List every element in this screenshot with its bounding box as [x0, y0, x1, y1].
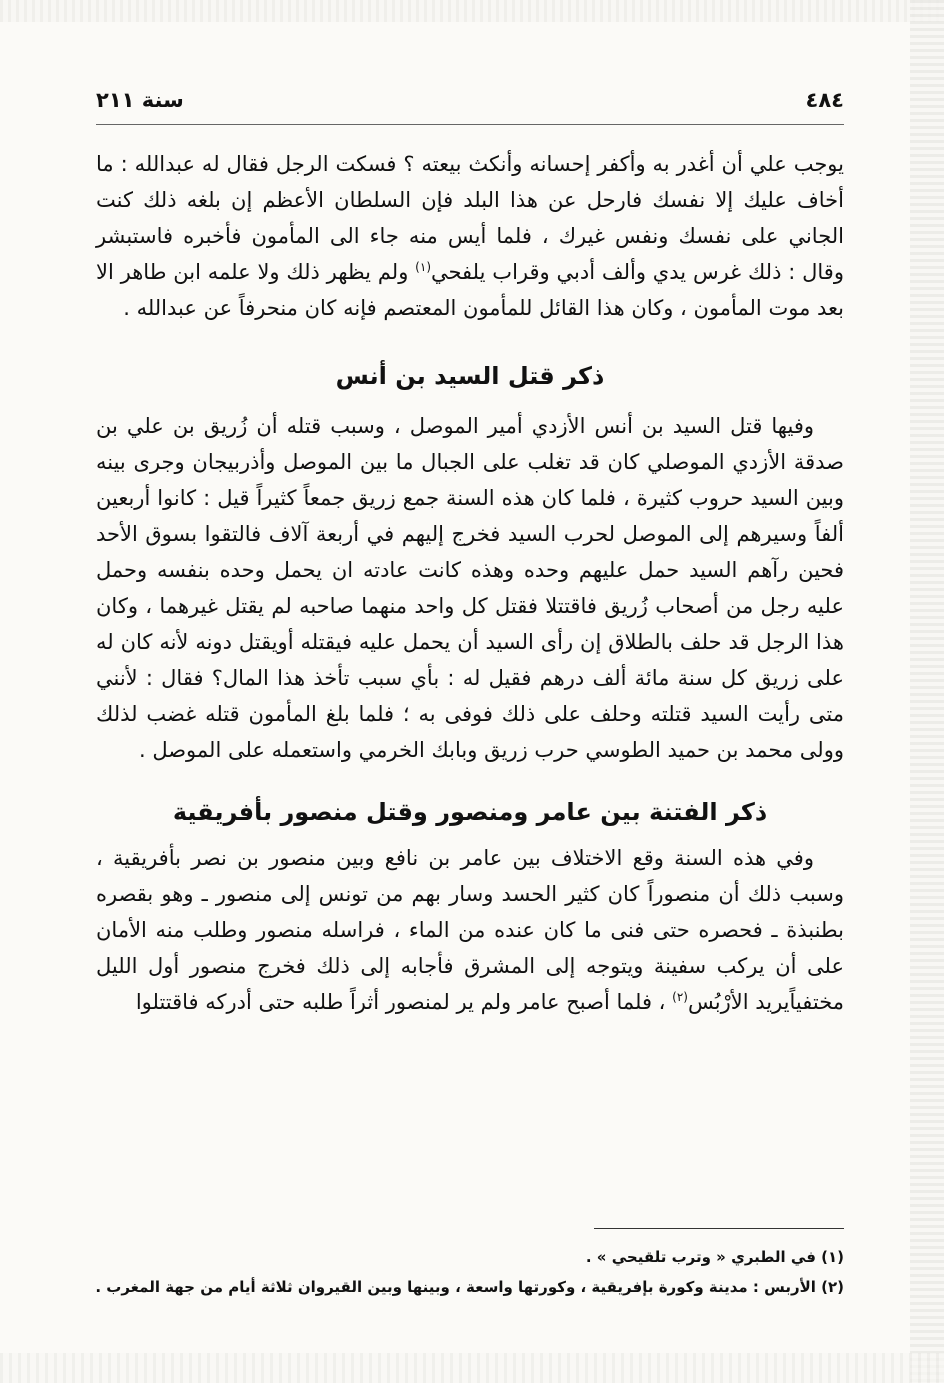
- section-title-fitna: ذكر الفتنة بين عامر ومنصور وقتل منصور بأفريقية: [172, 798, 768, 826]
- section-paragraph-sayyid: وفيها قتل السيد بن أنس الأزدي أمير الموصل ، وسبب قتله أن زُريق بن علي بن صدقة الأزدي الموصلي كان قد تغلب على الجبال ما بين الموصل وأذربيجان وجرى بينه وبين السيد حروب كثيرة ، فلما كان هذه السنة جمع زريق جمعاً كثيراً قيل : كانوا أربعين ألفاً وسيرهم إلى الموصل لحرب السيد فخرج إليهم في أربعة آلاف فالتقوا بسوق الأحد فحين رآهم السيد حمل عليهم وحده وهذه كانت عادته ان يحمل وحده بنفسه وحمل عليه رجل من أصحاب زُريق فاقتتلا فقتل كل واحد منهما صاحبه لم يقتل غيرهما ، وكان هذا الرجل قد حلف بالطلاق إن رأى السيد أن يحمل عليه فيقتله أويقتل دونه لأنه كان له على زريق كل سنة مائة ألف درهم فقيل له : بأي سبب تأخذ هذا المال؟ فقال : لأنني متى رأيت السيد قتلته وحلف على ذلك فوفى به ؛ فلما بلغ المأمون قتله غضب لذلك وولى محمد بن حميد الطوسي حرب زريق وبابك الخرمي واستعمله على الموصل .: [96, 414, 844, 762]
- fitna-text: وفي هذه السنة وقع الاختلاف بين عامر بن نافع وبين منصور بن نصر بأفريقية ، وسبب ذلك أن منصوراً كان كثير الحسد وسار بهم من تونس إلى منصور ـ وهو بقصره بطنبذة ـ فحصره حتى فنى ما كان عنده من الماء ، فراسله منصور وطلب منه الأمان على أن يركب سفينة ويتوجه إلى المشرق فأجابه إلى ذلك فخرج منصور أول الليل مختفياًيريد الأرْبُس: [96, 846, 844, 1014]
- intro-text: يوجب علي أن أغدر به وأكفر إحسانه وأنكث بيعته ؟ فسكت الرجل فقال له عبدالله : ما أخاف عليك إلا نفسك فارحل عن هذا البلد فإن السلطان الأعظم إن بلغه ذلك كنت الجاني على نفسك ونفس غيرك ، فلما أيس منه جاء الى المأمون فأخبره فاستبشر وقال : ذلك غرس يدي وألف أدبي وقراب يلفحي: [96, 152, 844, 284]
- intro-text-end: ولم يظهر ذلك ولا علمه ابن طاهر الا بعد موت المأمون ، وكان هذا القائل للمأمون المعتصم فإنه كان منحرفاً عن عبدالله .: [96, 260, 844, 320]
- main-text: [96, 146, 844, 1020]
- running-year: سنة ٢١١: [96, 88, 184, 112]
- running-header: [96, 88, 844, 124]
- footnote-rule: [594, 1228, 844, 1229]
- footnote-ref-1: (١): [415, 260, 431, 274]
- header-rule: [96, 124, 844, 125]
- scan-edge-right: [910, 0, 944, 1383]
- intro-paragraph: [96, 146, 844, 326]
- fitna-text-end: ، فلما أصبح عامر ولم ير لمنصور أثراً طلبه حتى أدركه فاقتتلوا: [135, 990, 673, 1014]
- footnote-1: (١) في الطبري « وترب تلقيحي » .: [585, 1248, 844, 1266]
- footnotes: [96, 1242, 844, 1302]
- section-title-sayyid: ذكر قتل السيد بن أنس: [335, 362, 605, 390]
- section-paragraph-fitna: [96, 840, 844, 1020]
- footnote-2: (٢) الأربس : مدينة وكورة بإفريقية ، وكورتها واسعة ، وبينها وبين القيروان ثلاثة أيام من جهة المغرب .: [95, 1278, 844, 1296]
- page-number: ٤٨٤: [805, 88, 844, 112]
- scan-edge-bottom: [0, 1353, 944, 1383]
- footnote-ref-2: (٢): [672, 990, 688, 1004]
- scan-edge-top: [0, 0, 944, 22]
